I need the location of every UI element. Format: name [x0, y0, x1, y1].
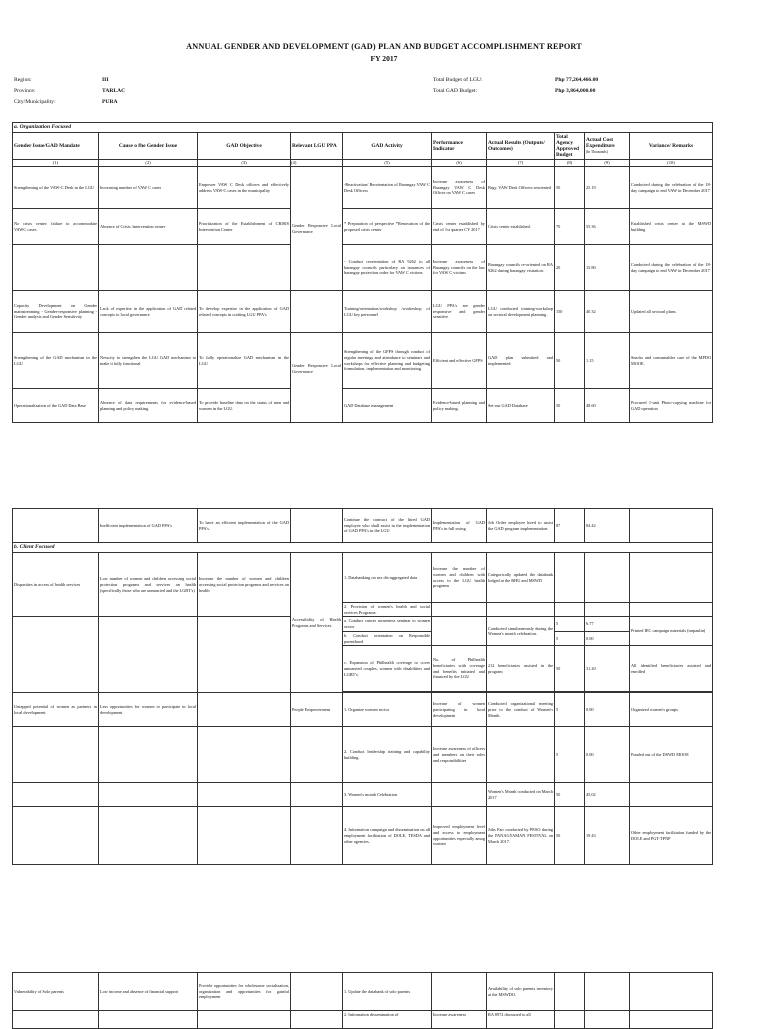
issue-cell: Vulnerability of Solo parents	[13, 973, 99, 1011]
ppa-cell	[291, 509, 343, 543]
result-cell: Brgy. VAW Desk Officers reoriented	[487, 167, 555, 209]
issue-cell	[13, 783, 99, 807]
total-budget-label: Total Budget of LGU:	[433, 77, 483, 83]
cause-cell	[99, 617, 198, 693]
col-cost-label: Actual Cost Expenditure	[586, 137, 615, 149]
num-10: (10)	[630, 160, 713, 167]
remarks-cell: Procured 1-unit Photo-copying machine for GAD operation	[630, 389, 713, 423]
province-value: TARLAC	[102, 88, 126, 94]
num-3: (3)	[198, 160, 291, 167]
activity-cell: 2. Provision of women's health and social services Programs:	[343, 603, 432, 617]
result-cell: Availability of solo parents inventory at the MSWDO.	[487, 973, 555, 1011]
remarks-cell	[630, 509, 713, 543]
section-org-focused: a. Organization Focused	[13, 123, 713, 133]
num-7: (7)	[487, 160, 555, 167]
objective-cell	[198, 807, 291, 865]
indicator-cell: Evidence-based planning and policy making.	[432, 389, 487, 423]
cause-cell	[99, 727, 198, 783]
result-cell: RA 8972 discussed to all	[487, 1011, 555, 1029]
activity-cell: - Conduct reorientation of RA 9262 to all barangay councils particulary on issuances of barangay protection order for VAW C victims	[343, 245, 432, 291]
remarks-cell	[630, 973, 713, 1011]
budget-cell: 5	[555, 693, 585, 727]
indicator-cell	[432, 973, 487, 1011]
table-row	[13, 245, 713, 291]
cost-cell	[585, 553, 630, 603]
remarks-cell	[630, 603, 713, 617]
remarks-cell: Snacks and consumables care of the MPDO MOOE.	[630, 333, 713, 389]
cost-cell: 55.36	[585, 209, 630, 245]
cost-cell: 40.32	[585, 291, 630, 333]
indicator-cell: Increase awareness	[432, 1011, 487, 1029]
city-value: PURA	[102, 99, 118, 105]
budget-cell: 87	[555, 509, 585, 543]
column-numbers	[13, 160, 713, 167]
objective-cell: To develop expertise in the application of GAD related concepts in crafting LGU PPA's	[198, 291, 291, 333]
issue-cell	[13, 807, 99, 865]
table-row	[13, 1011, 713, 1029]
activity-cell: 2. Information dissemination of	[343, 1011, 432, 1029]
budget-cell	[555, 603, 585, 617]
solo-parents-table	[12, 972, 713, 1029]
indicator-cell: Increase awareness of Barangay VAW C Desk Officer on VAW C cases	[432, 167, 487, 209]
remarks-cell: Funded out of the DSWD MOOE	[630, 727, 713, 783]
result-cell: Conducted simultaneously during the Women's month celebration.	[487, 617, 555, 646]
budget-cell: 50	[555, 167, 585, 209]
result-cell	[487, 727, 555, 783]
issue-cell: Untapped potential of women as partners in local development	[13, 693, 99, 727]
result-cell: Crisis center established.	[487, 209, 555, 245]
col-ppa: Relevant LGU PPA	[291, 133, 343, 160]
cost-cell: 6.77	[585, 617, 630, 631]
budget-cell	[555, 1011, 585, 1029]
cost-cell: 0.00	[585, 693, 630, 727]
budget-info	[433, 75, 598, 97]
cost-cell: 48.60	[585, 389, 630, 423]
budget-cell: 20	[555, 245, 585, 291]
col-objective: GAD Objective	[198, 133, 291, 160]
cost-cell: 45.02	[585, 783, 630, 807]
cost-cell	[585, 973, 630, 1011]
issue-cell: No crisis center: failure to accommodate VAWC cases	[13, 209, 99, 245]
result-cell	[487, 603, 555, 617]
budget-cell: 5	[555, 631, 585, 645]
cause-cell: Low income and absence of financial support	[99, 973, 198, 1011]
table-row	[13, 333, 713, 389]
cost-cell: 84.42	[585, 509, 630, 543]
fiscal-year: FY 2017	[370, 54, 398, 63]
budget-cell: 5	[555, 727, 585, 783]
table-row	[13, 291, 713, 333]
ppa-cell	[291, 973, 343, 1011]
region-value: III	[102, 77, 109, 83]
objective-cell: Provide opportunities for wholesome socialization, organization and opportunities for gainful employment	[198, 973, 291, 1011]
remarks-cell: Conducted during the celebration of the 18-day campaign to end VAW in December 2017	[630, 167, 713, 209]
objective-cell	[198, 727, 291, 783]
table-row	[13, 783, 713, 807]
org-focused-table	[12, 122, 713, 423]
budget-cell	[555, 553, 585, 603]
activity-cell: -Reactivation/ Reorientation of Barangay VAW C Desk Officers	[343, 167, 432, 209]
ppa-cell	[291, 807, 343, 865]
objective-cell	[198, 783, 291, 807]
section-client-focused: b. Client Focused	[13, 543, 713, 553]
cause-cell	[99, 1011, 198, 1029]
remarks-cell: Conducted during the celebration of the 18-day campaign to end VAW in December 2017	[630, 245, 713, 291]
result-cell: LGU conducted training-workshop on sectoral development planning .	[487, 291, 555, 333]
indicator-cell: No. of Philhealth beneficiaries with coverage and benefits initiated and financed by the LGU	[432, 646, 487, 692]
cost-cell: 15.80	[585, 245, 630, 291]
cost-cell: 19.43	[585, 807, 630, 865]
budget-cell: 150	[555, 291, 585, 333]
budget-cell: 50	[555, 807, 585, 865]
activity-cell: 1. Organize women sector	[343, 693, 432, 727]
remarks-cell: Established crisis center at the MSWD building	[630, 209, 713, 245]
ppa-cell: People Empowerment	[291, 693, 343, 727]
issue-cell: Operationalization of the GAD Data Base	[13, 389, 99, 423]
objective-cell	[198, 245, 291, 291]
col-activity: GAD Activity	[343, 133, 432, 160]
remarks-cell	[630, 1011, 713, 1029]
cost-cell: 31.20	[585, 646, 630, 692]
remarks-cell	[630, 553, 713, 603]
activity-cell: b. Conduct orientation on Responsible parenthaod	[343, 631, 432, 645]
ppa-cell	[291, 727, 343, 783]
table-row	[13, 389, 713, 423]
table-row	[13, 209, 713, 245]
cause-cell: Nesscity to strengthen the LGU GAD mechanism to make it fully functional	[99, 333, 198, 389]
ppa-cell: Gender Responsive Local Governance	[291, 167, 343, 291]
activity-cell: Strengthening of the GFPS through conduct of regular meetings and attendance to seminars and workshops for effective planning and budgeting formulation, implementation and monitoring.	[343, 333, 432, 389]
result-cell: 212 beneficiaries assisted in the program	[487, 646, 555, 692]
table-row	[13, 167, 713, 209]
activity-cell: Continue the contract of the hired GAD employee who shall assist in the implementation of GAD PPA's in the LGU	[343, 509, 432, 543]
province-label: Province:	[14, 88, 36, 94]
objective-cell	[198, 693, 291, 727]
objective-cell: Empower VAW C Desk officers and effectively address VAW-C cases in the municipality	[198, 167, 291, 209]
activity-cell: 2. Conduct leadership training and capability building.	[343, 727, 432, 783]
city-label: City/Municipality:	[14, 99, 56, 105]
cause-cell: Absence of Crisis /intervention center	[99, 209, 198, 245]
objective-cell: To provide baseline data on the status of men and women in the LGU.	[198, 389, 291, 423]
budget-cell	[555, 973, 585, 1011]
result-cell: Set-out GAD Database	[487, 389, 555, 423]
result-cell: Women's Month conducted on March 2017	[487, 783, 555, 807]
issue-cell	[13, 727, 99, 783]
total-gad-label: Total GAD Budget:	[433, 88, 478, 94]
indicator-cell: Implementation of GAD PPA's in full swing	[432, 509, 487, 543]
activity-cell: 1. Update the databank of solo parents	[343, 973, 432, 1011]
table-row	[13, 509, 713, 543]
issue-cell: Capacity Development on Gender mainstreaming - Gender-responsive planning - Gender analysis and Gender Sensitivity	[13, 291, 99, 333]
cause-cell	[99, 807, 198, 865]
remarks-cell: Other employment facilitation funded by the DOLE and PGT-TPNP	[630, 807, 713, 865]
col-gender-issue: Gender Issue/GAD Mandate	[13, 133, 99, 160]
issue-cell	[13, 245, 99, 291]
issue-cell	[13, 1011, 99, 1029]
activity-cell: 1. Databanking on sex dis-aggregated data	[343, 553, 432, 603]
table-row	[13, 693, 713, 727]
table-row	[13, 727, 713, 783]
issue-cell: Disparities in access of health services	[13, 553, 99, 617]
cost-cell: 25.19	[585, 167, 630, 209]
cause-cell	[99, 783, 198, 807]
col-cost-sub: (In Thousands)	[586, 150, 608, 154]
objective-cell	[198, 1011, 291, 1029]
total-gad-value: Php 3,864,000.00	[555, 88, 596, 94]
activity-cell: GAD Database management	[343, 389, 432, 423]
col-results: Actual Results (Outputs/ Outcomes)	[487, 133, 555, 160]
report-title: ANNUAL GENDER AND DEVELOPMENT (GAD) PLAN AND BUDGET ACCOMPLISHMENT REPORT	[186, 42, 582, 51]
num-4: (4)	[291, 160, 343, 167]
num-8: (8)	[555, 160, 585, 167]
remarks-cell: Updated all sectoral plans.	[630, 291, 713, 333]
objective-cell: Prioritization of the Establishment of CRISIS Intervention Center	[198, 209, 291, 245]
remarks-cell: Printed IEC campaign materials (tarpaulin)	[630, 617, 713, 646]
ppa-cell	[291, 783, 343, 807]
cost-cell	[585, 1011, 630, 1029]
col-indicator: Performance Indicator	[432, 133, 487, 160]
remarks-cell: All identified beneficiaries assisted and enrolled	[630, 646, 713, 692]
num-6: (6)	[432, 160, 487, 167]
col-cause: Cause o fhe Gender Issue	[99, 133, 198, 160]
budget-cell: 50	[555, 389, 585, 423]
objective-cell: Increase the number of women and children accessing social protecion programs and services on health	[198, 553, 291, 617]
cost-cell: 1.15	[585, 333, 630, 389]
objective-cell: To have an efficient implementation of the GAD PPA's.	[198, 509, 291, 543]
ppa-cell	[291, 291, 343, 333]
remarks-cell: Organized women's groups.	[630, 693, 713, 727]
activity-cell: c. Expansion of Philhealth coverage to cover unmarried couples, women with disabilities and LGBT's.	[343, 646, 432, 692]
result-cell: Job Order employee hired to assist the GAD program implementation.	[487, 509, 555, 543]
num-2: (2)	[99, 160, 198, 167]
result-cell: GAD plan submitted and implemented.	[487, 333, 555, 389]
indicator-cell	[432, 603, 487, 617]
total-budget-value: Php 77,264,466.00	[555, 77, 599, 83]
activity-cell: 4. Information campaign and dissemination on all employment facilitation of DOLE, TESDA and other agencies.	[343, 807, 432, 865]
indicator-cell	[432, 617, 487, 646]
num-1: (1)	[13, 160, 99, 167]
col-remarks: Variance/ Remarks	[630, 133, 713, 160]
table-row	[13, 807, 713, 865]
table-row	[13, 553, 713, 603]
ppa-cell: Gender Responsive Local Governance	[291, 333, 343, 423]
cost-cell: 0.00	[585, 631, 630, 645]
col-cost	[585, 133, 630, 160]
cause-cell: Low number of women and children accessing social protection programs and services on health (specifically those who are unmarried and the LGBT's)	[99, 553, 198, 617]
issue-cell: Strengthening of the VAW-C Desk in the LGU	[13, 167, 99, 209]
cause-cell: Increasing number of VAW C cases	[99, 167, 198, 209]
budget-cell: 5	[555, 617, 585, 631]
col-budget: Total Agency Approved Budget	[555, 133, 585, 160]
indicator-cell	[432, 783, 487, 807]
issue-cell	[13, 617, 99, 693]
issue-cell: Strengthening of the GAD mechanism in the LGU	[13, 333, 99, 389]
result-cell: Conducted organizational meeting prior to the conduct of Women's Month.	[487, 693, 555, 727]
cause-cell	[99, 245, 198, 291]
indicator-cell: Increase the number of women and children with access to the LGU health programs	[432, 553, 487, 603]
indicator-cell: Efficient and effective GFPS	[432, 333, 487, 389]
ppa-cell	[291, 1011, 343, 1029]
table-row	[13, 973, 713, 1011]
indicator-cell: Increase awareness of Barangay councils on the law for VAW C victims	[432, 245, 487, 291]
cost-cell: 0.00	[585, 727, 630, 783]
budget-cell: 70	[555, 209, 585, 245]
cause-cell: Lack of expertise in the application of GAD related concepts to local governance	[99, 291, 198, 333]
result-cell: Barangay councils re-oriented on RA 9262 during barangay visitation.	[487, 245, 555, 291]
budget-cell: 50	[555, 783, 585, 807]
result-cell: Categorically updated the databank lodged at the RHU and MSWD	[487, 553, 555, 603]
ppa-cell: Accessibility of Health Programs and Services	[291, 553, 343, 693]
indicator-cell: LGU PPA's are gender responsive and gender sensitive	[432, 291, 487, 333]
activity-cell: * Preparation of perspective *Renovation of the proposed crisis center	[343, 209, 432, 245]
result-cell: Jobs Fair conducted by PESO during the PANAGYAMAN FESTIVAL on March 2017.	[487, 807, 555, 865]
num-9: (9)	[585, 160, 630, 167]
cause-cell: Absence of data requirements for evidence-based planning and policy making.	[99, 389, 198, 423]
activity-cell: a. Conduct cancer awareness seminar to women sector	[343, 617, 432, 631]
remarks-cell	[630, 783, 713, 807]
activity-cell: 3. Women's month Celebration	[343, 783, 432, 807]
indicator-cell: Increase awareness of officers and members on their roles and responsibilities	[432, 727, 487, 783]
indicator-cell: Improved employment level and access to employment opportunities especially amog women	[432, 807, 487, 865]
cause-cell: Inefficient implementation of GAD PPA's	[99, 509, 198, 543]
region-label: Region:	[14, 77, 32, 83]
num-5: (5)	[343, 160, 432, 167]
objective-cell	[198, 617, 291, 693]
budget-cell: 50	[555, 646, 585, 692]
cause-cell: Less opportunities for women to participate in local development	[99, 693, 198, 727]
indicator-cell: Increase of women participating in local development	[432, 693, 487, 727]
table-row	[13, 617, 713, 631]
location-info	[14, 75, 125, 108]
client-focused-table	[12, 508, 713, 865]
cost-cell	[585, 603, 630, 617]
objective-cell: To fully operationalize GAD mechanism in the LGU	[198, 333, 291, 389]
issue-cell	[13, 509, 99, 543]
indicator-cell: Crisis center established by end of 1st quarter CY 2017	[432, 209, 487, 245]
budget-cell: 50	[555, 333, 585, 389]
activity-cell: Training/orientation/workshop /workeshop of LGU key personnel	[343, 291, 432, 333]
